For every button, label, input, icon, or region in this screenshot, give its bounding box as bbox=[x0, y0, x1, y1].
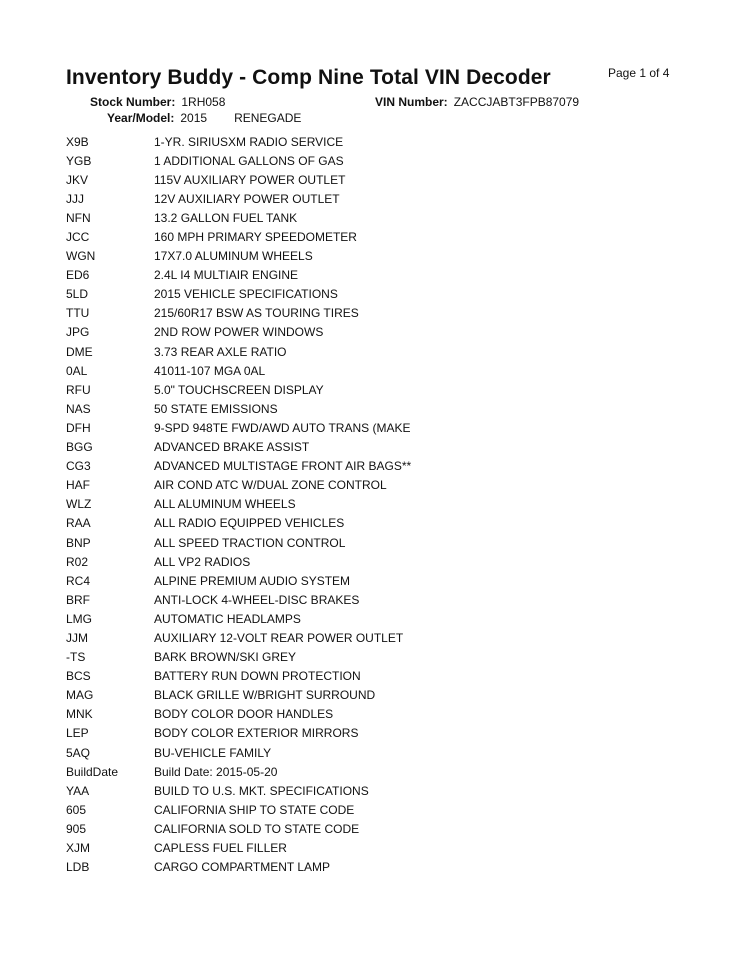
model-value: RENEGADE bbox=[234, 111, 302, 125]
option-description: 13.2 GALLON FUEL TANK bbox=[154, 210, 298, 225]
vin-number-value: ZACCJABT3FPB87079 bbox=[453, 95, 580, 109]
option-code: CG3 bbox=[66, 459, 91, 474]
option-row bbox=[66, 705, 686, 724]
stock-number bbox=[90, 95, 225, 109]
option-row bbox=[66, 457, 686, 476]
option-row bbox=[66, 533, 686, 552]
option-row bbox=[66, 667, 686, 686]
option-code: YGB bbox=[66, 153, 92, 168]
vin-number bbox=[375, 95, 579, 109]
option-row bbox=[66, 208, 686, 227]
option-code: TTU bbox=[66, 306, 90, 321]
option-code: MNK bbox=[66, 707, 93, 722]
option-code: JCC bbox=[66, 230, 90, 245]
option-description: 115V AUXILIARY POWER OUTLET bbox=[154, 172, 346, 187]
year-value: 2015 bbox=[180, 111, 208, 125]
option-description: 17X7.0 ALUMINUM WHEELS bbox=[154, 249, 313, 264]
option-row bbox=[66, 132, 686, 151]
option-code: YAA bbox=[66, 783, 90, 798]
option-description: BU-VEHICLE FAMILY bbox=[154, 745, 272, 760]
option-description: Build Date: 2015-05-20 bbox=[154, 764, 278, 779]
option-code: BNP bbox=[66, 535, 91, 550]
option-code: 5LD bbox=[66, 287, 89, 302]
option-description: 2.4L I4 MULTIAIR ENGINE bbox=[154, 268, 299, 283]
option-description: BUILD TO U.S. MKT. SPECIFICATIONS bbox=[154, 783, 369, 798]
option-row bbox=[66, 648, 686, 667]
option-description: BODY COLOR EXTERIOR MIRRORS bbox=[154, 726, 359, 741]
option-row bbox=[66, 800, 686, 819]
option-description: CALIFORNIA SHIP TO STATE CODE bbox=[154, 802, 355, 817]
option-code: LDB bbox=[66, 860, 90, 875]
option-description: 215/60R17 BSW AS TOURING TIRES bbox=[154, 306, 359, 321]
option-code: RC4 bbox=[66, 573, 91, 588]
option-description: AUXILIARY 12-VOLT REAR POWER OUTLET bbox=[154, 630, 404, 645]
option-description: ALL VP2 RADIOS bbox=[154, 554, 251, 569]
option-row bbox=[66, 571, 686, 590]
option-code: WLZ bbox=[66, 497, 92, 512]
option-description: 41011-107 MGA 0AL bbox=[154, 363, 266, 378]
option-code: X9B bbox=[66, 134, 89, 149]
option-description: 50 STATE EMISSIONS bbox=[154, 401, 278, 416]
option-code: DME bbox=[66, 344, 93, 359]
option-description: ANTI-LOCK 4-WHEEL-DISC BRAKES bbox=[154, 592, 360, 607]
option-row bbox=[66, 819, 686, 838]
option-row bbox=[66, 342, 686, 361]
option-row bbox=[66, 552, 686, 571]
option-code: 5AQ bbox=[66, 745, 91, 760]
option-description: ADVANCED BRAKE ASSIST bbox=[154, 440, 310, 455]
option-code: WGN bbox=[66, 249, 96, 264]
option-row bbox=[66, 380, 686, 399]
option-description: CARGO COMPARTMENT LAMP bbox=[154, 860, 331, 875]
option-row bbox=[66, 686, 686, 705]
option-row bbox=[66, 361, 686, 380]
option-description: 2015 VEHICLE SPECIFICATIONS bbox=[154, 287, 338, 302]
option-description: BLACK GRILLE W/BRIGHT SURROUND bbox=[154, 688, 376, 703]
option-code-list bbox=[66, 132, 686, 877]
option-code: HAF bbox=[66, 478, 90, 493]
option-code: BRF bbox=[66, 592, 90, 607]
option-code: JPG bbox=[66, 325, 90, 340]
option-row bbox=[66, 781, 686, 800]
option-description: ADVANCED MULTISTAGE FRONT AIR BAGS** bbox=[154, 459, 412, 474]
option-code: BCS bbox=[66, 669, 91, 684]
option-row bbox=[66, 858, 686, 877]
option-code: BuildDate bbox=[66, 764, 119, 779]
option-description: CALIFORNIA SOLD TO STATE CODE bbox=[154, 821, 360, 836]
option-row bbox=[66, 323, 686, 342]
option-row bbox=[66, 476, 686, 495]
option-row bbox=[66, 743, 686, 762]
option-row bbox=[66, 304, 686, 323]
option-row bbox=[66, 628, 686, 647]
option-row bbox=[66, 514, 686, 533]
year-model bbox=[107, 111, 301, 125]
option-description: ALPINE PREMIUM AUDIO SYSTEM bbox=[154, 573, 351, 588]
option-code: ED6 bbox=[66, 268, 90, 283]
option-description: 160 MPH PRIMARY SPEEDOMETER bbox=[154, 230, 357, 245]
option-row bbox=[66, 285, 686, 304]
option-code: R02 bbox=[66, 554, 89, 569]
option-code: JJM bbox=[66, 630, 88, 645]
option-description: CAPLESS FUEL FILLER bbox=[154, 841, 287, 856]
option-description: ALL ALUMINUM WHEELS bbox=[154, 497, 296, 512]
vin-number-label: VIN Number: bbox=[375, 95, 448, 109]
option-row bbox=[66, 151, 686, 170]
option-row bbox=[66, 227, 686, 246]
option-description: ALL SPEED TRACTION CONTROL bbox=[154, 535, 346, 550]
option-row bbox=[66, 724, 686, 743]
option-row bbox=[66, 399, 686, 418]
option-row bbox=[66, 495, 686, 514]
option-code: -TS bbox=[66, 650, 86, 665]
option-code: RFU bbox=[66, 382, 91, 397]
option-description: AIR COND ATC W/DUAL ZONE CONTROL bbox=[154, 478, 387, 493]
option-row bbox=[66, 170, 686, 189]
option-code: 905 bbox=[66, 821, 87, 836]
option-description: ALL RADIO EQUIPPED VEHICLES bbox=[154, 516, 345, 531]
option-description: 9-SPD 948TE FWD/AWD AUTO TRANS (MAKE bbox=[154, 420, 411, 435]
option-code: JJJ bbox=[66, 191, 84, 206]
option-row bbox=[66, 438, 686, 457]
option-row bbox=[66, 189, 686, 208]
option-description: 12V AUXILIARY POWER OUTLET bbox=[154, 191, 340, 206]
page-title: Inventory Buddy - Comp Nine Total VIN Decoder bbox=[66, 66, 551, 89]
option-description: 3.73 REAR AXLE RATIO bbox=[154, 344, 287, 359]
stock-number-value: 1RH058 bbox=[181, 95, 226, 109]
option-description: 1-YR. SIRIUSXM RADIO SERVICE bbox=[154, 134, 344, 149]
option-row bbox=[66, 762, 686, 781]
option-description: 2ND ROW POWER WINDOWS bbox=[154, 325, 324, 340]
option-code: NFN bbox=[66, 210, 91, 225]
option-description: BODY COLOR DOOR HANDLES bbox=[154, 707, 334, 722]
option-code: MAG bbox=[66, 688, 94, 703]
option-row bbox=[66, 266, 686, 285]
option-row bbox=[66, 418, 686, 437]
option-code: RAA bbox=[66, 516, 91, 531]
option-description: AUTOMATIC HEADLAMPS bbox=[154, 611, 301, 626]
option-code: BGG bbox=[66, 440, 93, 455]
option-description: 1 ADDITIONAL GALLONS OF GAS bbox=[154, 153, 344, 168]
option-row bbox=[66, 609, 686, 628]
option-description: BATTERY RUN DOWN PROTECTION bbox=[154, 669, 361, 684]
option-code: NAS bbox=[66, 401, 91, 416]
option-row bbox=[66, 247, 686, 266]
option-description: 5.0" TOUCHSCREEN DISPLAY bbox=[154, 382, 324, 397]
year-model-label: Year/Model: bbox=[107, 111, 175, 125]
option-row bbox=[66, 838, 686, 857]
stock-number-label: Stock Number: bbox=[90, 95, 176, 109]
option-code: DFH bbox=[66, 420, 91, 435]
option-code: JKV bbox=[66, 172, 89, 187]
option-code: LMG bbox=[66, 611, 93, 626]
page-number: Page 1 of 4 bbox=[608, 66, 670, 80]
option-code: 0AL bbox=[66, 363, 88, 378]
option-row bbox=[66, 590, 686, 609]
option-description: BARK BROWN/SKI GREY bbox=[154, 650, 297, 665]
option-code: LEP bbox=[66, 726, 89, 741]
option-code: XJM bbox=[66, 841, 90, 856]
option-code: 605 bbox=[66, 802, 87, 817]
